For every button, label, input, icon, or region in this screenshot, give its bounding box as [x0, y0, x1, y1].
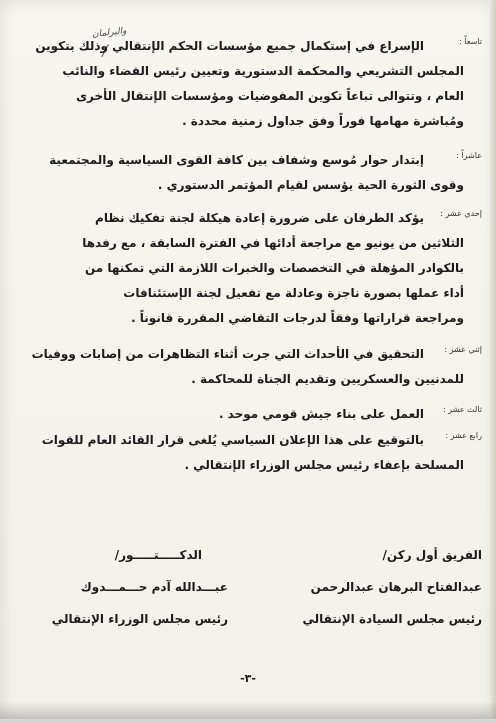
clause-line: أداء عملها بصورة ناجزة وعادلة مع تفعيل لجنة الإستئنافات: [123, 286, 464, 300]
clause-number: إحدي عشر :: [440, 209, 482, 218]
signatory-name: عبـــدالله آدم حـــمـــدوك: [80, 580, 228, 594]
clause-9: [12, 34, 482, 134]
signatory-name: عبدالفتاح البرهان عبدالرحمن: [310, 580, 482, 594]
signatory-title: رئيس مجلس الوزراء الإنتقالي: [51, 612, 228, 626]
clause-line: التحقيق في الأحداث التي جرت أثناء التظاهرات من إصابات ووفيات: [31, 347, 424, 361]
clause-13: [12, 402, 482, 427]
clause-number: إثني عشر :: [444, 345, 482, 354]
clause-line: إبتدار حوار مُوسع وشفاف بين كافة القوى السياسية والمجتمعية: [49, 153, 424, 167]
clause-line: ومُباشرة مهامها فوراً وفق جداول زمنية محددة .: [182, 114, 464, 128]
clause-12: [12, 342, 482, 392]
signatory-rank: الدكـــــتـــــور/: [114, 548, 202, 562]
clause-line: المسلحة بإعفاء رئيس مجلس الوزراء الإنتقالي .: [184, 458, 464, 472]
page-shadow: [0, 701, 496, 723]
signatory-right: [252, 546, 482, 642]
clause-number: ثالث عشر :: [442, 405, 482, 414]
clause-line: العام ، وتتوالى تباعاً تكوين المفوضيات ومؤسسات الإنتقال الأخرى: [76, 89, 464, 103]
clause-line: يؤكد الطرفان على ضرورة إعادة هيكلة لجنة تفكيك نظام: [95, 211, 424, 225]
clause-number: عاشراً :: [456, 151, 482, 160]
paper-edge: [490, 0, 496, 719]
signatory-rank: الفريق أول ركن/: [382, 548, 482, 562]
clause-line: بالكوادر المؤهلة في التخصصات والخبرات اللازمة التي تمكنها من: [84, 261, 464, 275]
clause-line: المجلس التشريعي والمحكمة الدستورية وتعيين رئيس القضاء والنائب: [62, 64, 464, 78]
clause-line: للمدنيين والعسكريين وتقديم الجناة للمحاكمة .: [191, 372, 464, 386]
clause-11: [12, 206, 482, 331]
clause-number: رابع عشر :: [445, 431, 482, 440]
clause-line: وقوى الثورة الحية يؤسس لقيام المؤتمر الدستوري .: [157, 178, 464, 192]
handwritten-note: والبرلمان: [91, 26, 128, 40]
clause-line: العمل على بناء جيش قومي موحد .: [218, 407, 424, 421]
signatory-title: رئيس مجلس السيادة الإنتقالي: [302, 612, 482, 626]
page-number: -٣-: [240, 672, 256, 685]
signatory-left: [0, 546, 228, 642]
clause-line: الإسراع في إستكمال جميع مؤسسات الحكم الإنتقالي وذلك بتكوين: [35, 39, 424, 53]
clause-line: الثلاثين من يونيو مع مراجعة أدائها في الفترة السابقة ، مع رفدها: [82, 236, 464, 250]
clause-line: بالتوقيع على هذا الإعلان السياسي يُلغى قرار القائد العام للقوات: [41, 433, 424, 447]
clause-10: [12, 148, 482, 198]
clause-number: تاسعاً :: [459, 37, 482, 46]
clause-line: ومراجعة قراراتها وفقاً لدرجات التقاضي المقررة قانوناً .: [131, 311, 464, 325]
clause-14: [12, 428, 482, 478]
